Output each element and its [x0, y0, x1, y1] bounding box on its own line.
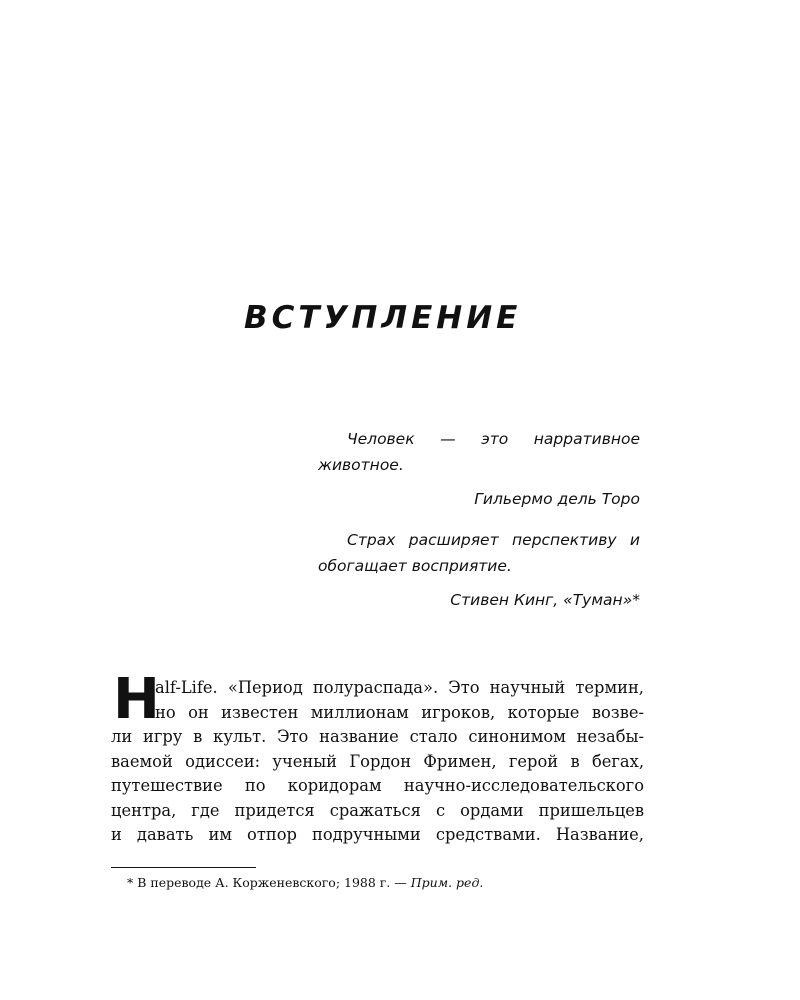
- epigraph-author: Гильермо дель Торо: [474, 490, 640, 508]
- body-paragraph: [111, 676, 644, 848]
- body-line: путешествие по коридорам научно-исследовательского: [111, 776, 644, 795]
- epigraph: [318, 527, 640, 613]
- epigraph: [318, 426, 640, 512]
- body-line: alf-Life. «Период полураспада». Это научный термин,: [155, 678, 644, 697]
- epigraph-quote: Страх расширяет перспективу и обогащает восприятие.: [318, 531, 640, 575]
- body-line: ваемой одиссеи: ученый Гордон Фримен, герой в бегах,: [111, 751, 644, 771]
- body-line: центра, где придется сражаться с ордами пришельцев: [111, 800, 644, 820]
- footnote: [127, 875, 483, 890]
- epigraph-author: Стивен Кинг, «Туман»*: [450, 591, 640, 609]
- epigraph-quote: Человек — это нарративное животное.: [318, 430, 640, 474]
- footnote-editor-note: Прим. ред.: [410, 875, 484, 890]
- body-line: ли игру в культ. Это название стало синонимом незабы-: [111, 727, 644, 746]
- footnote-divider: [111, 867, 256, 868]
- body-line: и давать им отпор подручными средствами. Название,: [111, 825, 644, 844]
- footnote-text: * В переводе А. Корженевского; 1988 г. —: [127, 875, 411, 890]
- body-line: но он известен миллионам игроков, которые возве-: [155, 702, 644, 722]
- drop-cap: H: [113, 667, 160, 732]
- chapter-title: ВСТУПЛЕНИЕ: [244, 300, 522, 336]
